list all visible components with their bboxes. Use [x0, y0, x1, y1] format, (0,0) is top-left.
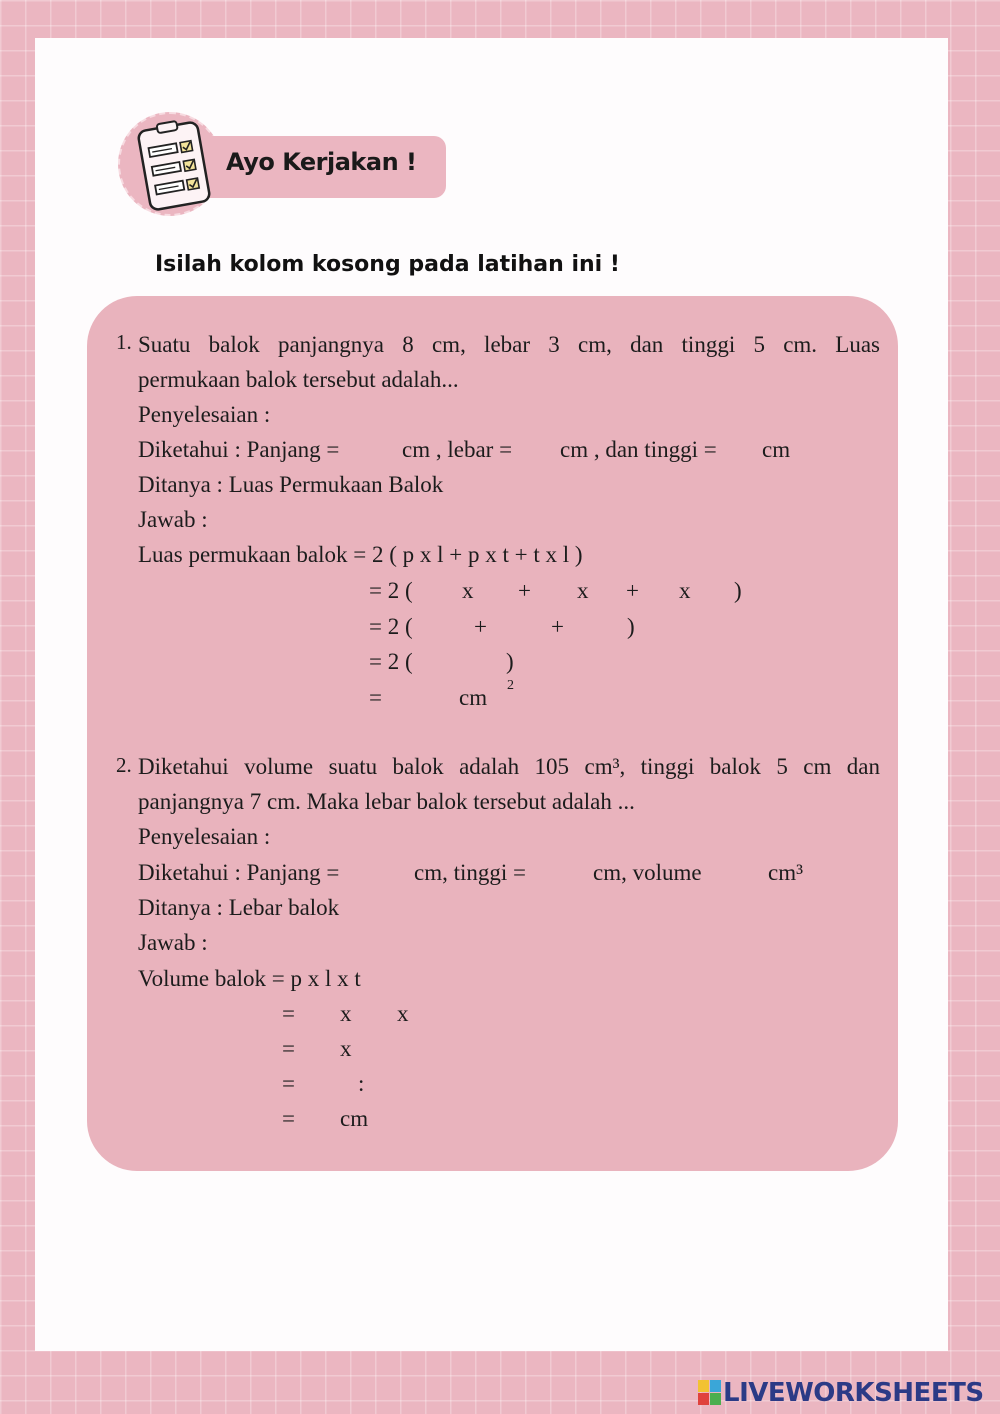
- instruction-text: Isilah kolom kosong pada latihan ini !: [155, 252, 620, 277]
- q2-step3-eq: =: [282, 1071, 295, 1096]
- q2-step2-eq: =: [282, 1036, 295, 1061]
- q1-step2-close: ): [627, 614, 635, 639]
- q1-step1-plus: +: [626, 578, 639, 603]
- q1-step4-exponent: 2: [507, 678, 514, 693]
- q1-step1-close: ): [734, 578, 742, 603]
- q2-solve: Penyelesaian :: [138, 824, 271, 849]
- liveworksheets-brand[interactable]: LIVEWORKSHEETS: [723, 1378, 984, 1408]
- q1-known-lebar: cm , lebar =: [402, 437, 513, 462]
- q2-number: 2.: [116, 753, 132, 777]
- q2-line1: Diketahui volume suatu balok adalah 105 cm³, tinggi balok 5 cm dan: [138, 754, 880, 779]
- q2-step3-divide: :: [358, 1071, 365, 1096]
- q1-formula: Luas permukaan balok = 2 ( p x l + p x t + t x l ): [138, 542, 583, 567]
- q2-asked: Ditanya : Lebar balok: [138, 895, 340, 920]
- q2-known-unit: cm³: [768, 860, 803, 885]
- q2-step4-unit: cm: [340, 1106, 369, 1131]
- q1-step3-open: = 2 (: [369, 649, 413, 674]
- q2-step2-times: x: [340, 1036, 352, 1061]
- q1-asked: Ditanya : Luas Permukaan Balok: [138, 472, 444, 497]
- q1-line2: permukaan balok tersebut adalah...: [138, 367, 459, 392]
- liveworksheets-logo-icon: [698, 1380, 722, 1406]
- q1-step1-times: x: [577, 578, 589, 603]
- q2-step4-eq: =: [282, 1106, 295, 1131]
- exercise-card: [87, 296, 898, 1171]
- q1-number: 1.: [116, 330, 132, 354]
- q2-step1-times: x: [340, 1001, 352, 1026]
- q1-step2-plus: +: [551, 614, 564, 639]
- badge-title: Ayo Kerjakan !: [226, 148, 417, 176]
- q1-known-tinggi: cm , dan tinggi =: [560, 437, 717, 462]
- q1-step3-close: ): [506, 649, 514, 674]
- q1-known-label: Diketahui : Panjang =: [138, 437, 340, 462]
- q2-answer: Jawab :: [138, 930, 208, 955]
- q1-step2-plus: +: [474, 614, 487, 639]
- q2-step1-times: x: [397, 1001, 409, 1026]
- q2-known-tinggi: cm, tinggi =: [414, 860, 526, 885]
- q2-formula: Volume balok = p x l x t: [138, 966, 361, 991]
- q1-step1-open: = 2 (: [369, 578, 413, 603]
- clipboard-checklist-icon: [132, 116, 216, 216]
- q2-line2: panjangnya 7 cm. Maka lebar balok tersebut adalah ...: [138, 789, 635, 814]
- q2-known-volume: cm, volume: [593, 860, 702, 885]
- q1-step4-eq: =: [369, 685, 382, 710]
- q2-known-label: Diketahui : Panjang =: [138, 860, 340, 885]
- q1-step1-times: x: [462, 578, 474, 603]
- q1-step1-plus: +: [518, 578, 531, 603]
- q2-step1-eq: =: [282, 1001, 295, 1026]
- q1-line1: Suatu balok panjangnya 8 cm, lebar 3 cm, dan tinggi 5 cm. Luas: [138, 332, 880, 357]
- q1-known-unit: cm: [762, 437, 791, 462]
- q1-step4-unit: cm: [459, 685, 488, 710]
- q1-answer: Jawab :: [138, 507, 208, 532]
- q1-step2-open: = 2 (: [369, 614, 413, 639]
- q1-step1-times: x: [679, 578, 691, 603]
- q1-solve: Penyelesaian :: [138, 402, 271, 427]
